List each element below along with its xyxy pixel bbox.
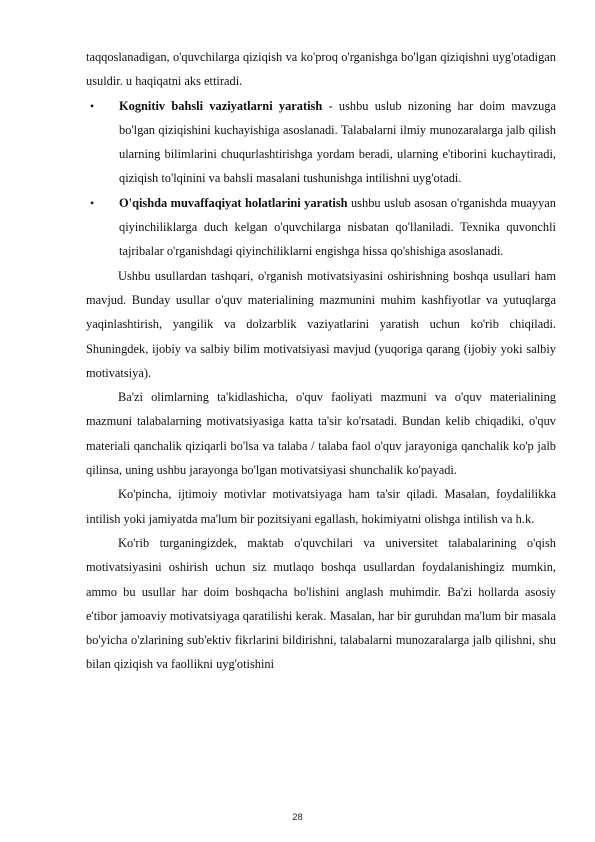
bullet-term: O'qishda muvaffaqiyat holatlarini yaratish [119, 195, 348, 210]
body-paragraph: Ko'pincha, ijtimoiy motivlar motivatsiyaga ham ta'sir qiladi. Masalan, foydalilikka intilish yoki jamiyatda ma'lum bir pozitsiyani egallash, hokimiyatni olishga intilish va h.k. [86, 487, 556, 526]
bullet-text [119, 191, 556, 264]
bullet-term: Kognitiv bahsli vaziyatlarni yaratish [119, 98, 323, 113]
body-paragraph: Ko'rib turganingizdek, maktab o'quvchilari va universitet talabalarining o'qish motivatsiyasini oshirish uchun siz mutlaqo boshqa usullardan foydalanishingiz mumkin, ammo bu usullar har doim boshqacha bo'lishini anglash muhimdir. Ba'zi hollarda asosiy e'tibor jamoaviy motivatsiyaga qaratilishi kerak. Masalan, har bir guruhdan ma'lum bir masala bo'yicha o'zlarining sub'ektiv fikrlarini bildirishni, talabalarni munozaralarga jalb qilishni, shu bilan qiziqish va faollikni uyg'otishini [86, 535, 556, 672]
body-paragraph: Ba'zi olimlarning ta'kidlashicha, o'quv faoliyati mazmuni va o'quv materialining mazmuni talabalarning motivatsiyasiga katta ta'sir ko'rsatadi. Bundan kelib chiqadiki, o'quv materiali qanchalik qiziqarli bo'lsa va talaba / talaba faol o'quv jarayoniga qanchalik ko'p jalb qilinsa, uning ushbu jarayonga bo'lgan motivatsiyasi shunchalik ko'payadi. [86, 390, 556, 478]
bullet-description: ushbu uslub asosan o'rganishda muayyan qiyinchiliklarga duch kelgan o'quvchilarga nisbatan qo'llaniladi. Texnika quvonchli tajribalar o'rganishdagi qiyinchiliklarni engishga hissa qo'shishiga asoslanadi. [119, 195, 556, 259]
bullet-icon: • [90, 98, 95, 113]
body-paragraph: Ushbu usullardan tashqari, o'rganish motivatsiyasini oshirishning boshqa usullari ham mavjud. Bunday usullar o'quv materialining mazmunini muhim kashfiyotlar va yutuqlarga yaqinlashtirish, yangilik va dolzarblik vaziyatlarini yaratish uchun ko'rib chiqiladi. Shuningdek, ijobiy va salbiy bilim motivatsiyasi mavjud (yuqoriga qarang (ijobiy yoki salbiy motivatsiya). [86, 268, 556, 380]
bullet-description: - ushbu uslub nizoning har doim mavzuga bo'lgan qiziqishini kuchayishiga asoslanadi. Talabalarni ilmiy munozaralarga jalb qilish ularning bilimlarini chuqurlashtirishga yordam beradi, ularning e'tiborini kuchaytiradi, qiziqish to'lqinini va bahsli masalani tushunishga intilishni uyg'otadi. [119, 98, 556, 186]
bullet-item-success [86, 191, 556, 264]
document-body [86, 45, 556, 677]
page-number: 28 [292, 812, 303, 823]
intro-paragraph: taqqoslanadigan, o'quvchilarga qiziqish va ko'proq o'rganishga bo'lgan qiziqishni uyg'otadigan usuldir. u haqiqatni aks ettiradi. [86, 50, 556, 89]
bullet-item-cognitive [86, 94, 556, 191]
bullet-icon: • [90, 195, 95, 210]
bullet-text [119, 94, 556, 191]
